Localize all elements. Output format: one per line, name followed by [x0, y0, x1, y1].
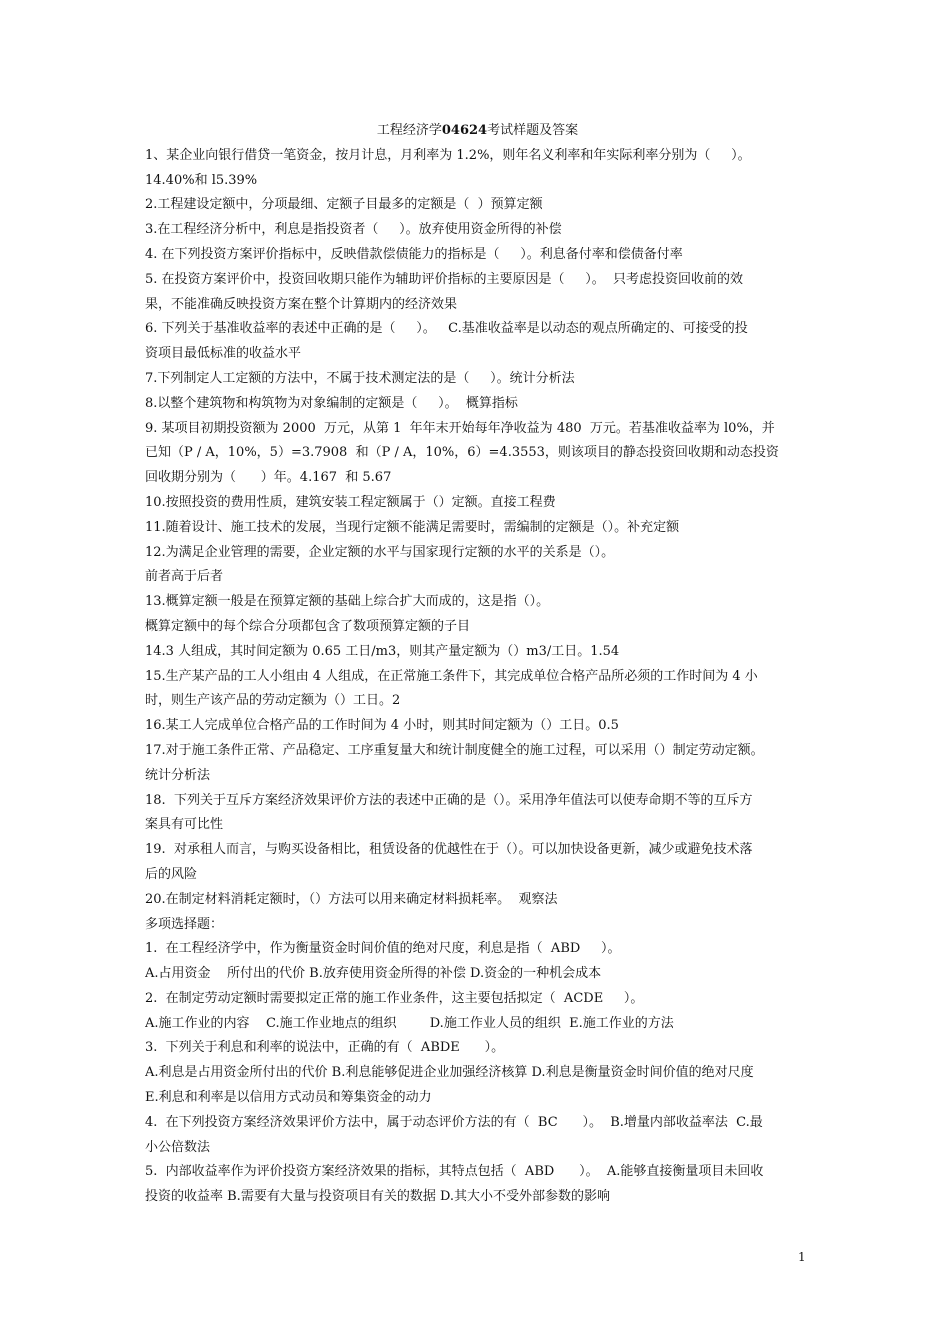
- text-line: 投资的收益率 B.需要有大量与投资项目有关的数据 D.其大小不受外部参数的影响: [145, 1189, 611, 1205]
- text-line: E.利息和利率是以信用方式动员和筹集资金的动力: [145, 1090, 432, 1106]
- text-line: 3.在工程经济分析中，利息是指投资者（ ）。放弃使用资金所得的补偿: [145, 222, 562, 238]
- text-line: 案具有可比性: [145, 817, 224, 833]
- text-line: 10.按照投资的费用性质，建筑安装工程定额属于（）定额。直接工程费: [145, 494, 556, 510]
- text-line: 17.对于施工条件正常、产品稳定、工序重复量大和统计制度健全的施工过程，可以采用（）制定劳动定额。: [145, 742, 764, 758]
- title-suffix: 考试样题及答案: [487, 123, 579, 138]
- text-line: 14.40%和 l5.39%: [145, 172, 258, 188]
- text-line: 概算定额中的每个综合分项都包含了数项预算定额的子目: [145, 618, 471, 634]
- text-line: 18. 下列关于互斥方案经济效果评价方法的表述中正确的是（）。采用净年值法可以使寿命期不等的互斥方: [145, 792, 753, 808]
- text-line: 5. 内部收益率作为评价投资方案经济效果的指标，其特点包括（ ABD ）。 A.能够直接衡量项目未回收: [145, 1164, 764, 1180]
- text-line: 资项目最低标准的收益水平: [145, 346, 302, 362]
- text-line: 小公倍数法: [145, 1139, 211, 1155]
- text-line: 11.随着设计、施工技术的发展，当现行定额不能满足需要时，需编制的定额是（）。补充定额: [145, 519, 680, 535]
- text-line: A.施工作业的内容 C.施工作业地点的组织 D.施工作业人员的组织 E.施工作业的方法: [145, 1015, 674, 1031]
- page-number: 1: [798, 1250, 806, 1264]
- text-line: 3. 下列关于利息和利率的说法中，正确的有（ ABDE ）。: [145, 1040, 505, 1056]
- title-code: 04624: [441, 123, 488, 138]
- text-line: 6. 下列关于基准收益率的表述中正确的是（ ）。 C.基准收益率是以动态的观点所确定的、可接受的投: [145, 321, 748, 337]
- document-title: [145, 119, 810, 144]
- text-line: 12.为满足企业管理的需要，企业定额的水平与国家现行定额的水平的关系是（）。: [145, 544, 615, 560]
- document-body: [145, 119, 810, 1210]
- title-prefix: 工程经济学: [376, 123, 442, 138]
- text-line: 15.生产某产品的工人小组由 4 人组成，在正常施工条件下，其完成单位合格产品所必须的工作时间为 4 小: [145, 668, 758, 684]
- text-line: 4. 在下列投资方案评价指标中，反映借款偿债能力的指标是（ ）。利息备付率和偿债备付率: [145, 246, 683, 262]
- text-line: 13.概算定额一般是在预算定额的基础上综合扩大而成的，这是指（）。: [145, 594, 550, 610]
- text-line: 统计分析法: [145, 767, 211, 783]
- text-lines: [145, 144, 810, 1210]
- text-line: 5. 在投资方案评价中，投资回收期只能作为辅助评价指标的主要原因是（ ）。 只考虑投资回收前的效: [145, 271, 743, 287]
- text-line: 2. 在制定劳动定额时需要拟定正常的施工作业条件，这主要包括拟定（ ACDE ）。: [145, 990, 644, 1006]
- text-line: 1. 在工程经济学中，作为衡量资金时间价值的绝对尺度，利息是指（ ABD ）。: [145, 941, 621, 957]
- text-line: 已知（P / A，10%，5）=3.7908 和（P / A，10%，6）=4.3553，则该项目的静态投资回收期和动态投资: [145, 445, 779, 461]
- text-line: 20.在制定材料消耗定额时，（）方法可以用来确定材料损耗率。 观察法: [145, 891, 558, 907]
- text-line: 8.以整个建筑物和构筑物为对象编制的定额是（ ）。 概算指标: [145, 395, 518, 411]
- text-line: 果，不能准确反映投资方案在整个计算期内的经济效果: [145, 296, 458, 312]
- text-line: 时，则生产该产品的劳动定额为（）工日。2: [145, 693, 401, 709]
- text-line: 多项选择题：: [145, 916, 224, 932]
- text-line: A.占用资金 所付出的代价 B.放弃使用资金所得的补偿 D.资金的一种机会成本: [145, 966, 602, 982]
- text-line: 回收期分别为（ ）年。4.167 和 5.67: [145, 470, 392, 486]
- text-line: 1、某企业向银行借贷一笔资金，按月计息，月利率为 1.2%，则年名义利率和年实际利率分别为（ ）。: [145, 147, 751, 163]
- text-line: 16.某工人完成单位合格产品的工作时间为 4 小时，则其时间定额为（）工日。0.5: [145, 718, 619, 734]
- text-line: 9. 某项目初期投资额为 2000 万元，从第 1 年年末开始每年净收益为 480 万元。若基准收益率为 l0%，并: [145, 420, 775, 436]
- text-line: 后的风险: [145, 866, 198, 882]
- text-line: 19. 对承租人而言，与购买设备相比，租赁设备的优越性在于（）。可以加快设备更新，减少或避免技术落: [145, 842, 753, 858]
- text-line: 前者高于后者: [145, 569, 224, 585]
- text-line: 7.下列制定人工定额的方法中，不属于技术测定法的是（ ）。统计分析法: [145, 370, 575, 386]
- text-line: 14.3 人组成，其时间定额为 0.65 工日/m3，则其产量定额为（）m3/工日。1.54: [145, 643, 620, 659]
- text-line: 4. 在下列投资方案经济效果评价方法中，属于动态评价方法的有（ BC ）。 B.增量内部收益率法 C.最: [145, 1114, 763, 1130]
- text-line: A.利息是占用资金所付出的代价 B.利息能够促进企业加强经济核算 D.利息是衡量资金时间价值的绝对尺度: [145, 1065, 754, 1081]
- text-line: 2.工程建设定额中，分项最细、定额子目最多的定额是（ ）预算定额: [145, 197, 543, 213]
